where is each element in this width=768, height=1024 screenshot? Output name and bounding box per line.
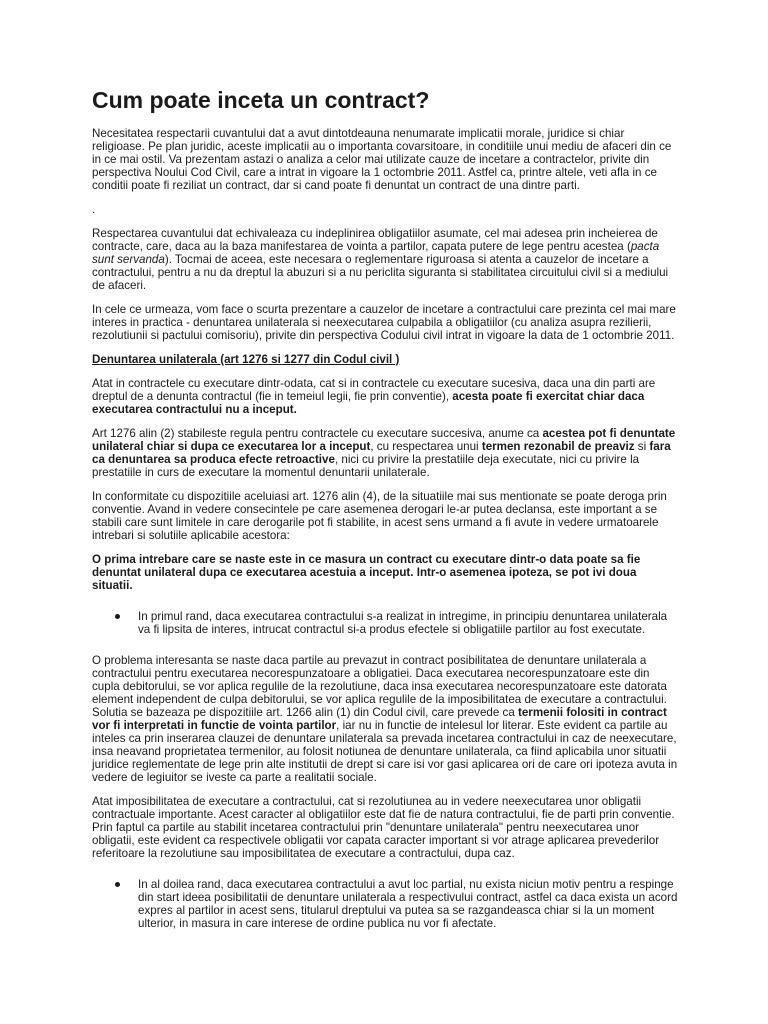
intro-paragraph: Necesitatea respectarii cuvantului dat a avut dintotdeauna nenumarate implicatii morale, juridice si chiar religioase. Pe plan juridic, aceste implicatii au o importanta covarsitoare, in conditiile unui mediu de afaceri din ce in ce mai ostil. Va prezentam astazi o analiza a celor mai utilizate cauze de incetare a contractelor, privite din perspectiva Noului Cod Civil, care a intrat in vigoare la 1 octombrie 2011. Astfel ca, printre altele, veti afla in ce conditii poate fi reziliat un contract, dar si cand poate fi denuntat un contract de una dintre parti. [92,127,672,192]
bullet-icon [115,882,120,887]
paragraph-derogare: In conformitate cu dispozitiile aceluiasi art. 1276 alin (4), de la situatiile mai sus mentionate se poate deroga prin conventie. Avand in vedere consecintele pe care asemenea derogari le-ar putea declansa, este important a se stabili care sunt limitele in care derogarile pot fi stabilite, in acest sens urmand a fi avute in vedere urmatoarele intrebari si solutiile aplicabile acestora: [92,490,667,542]
paragraph-text: Atat in contractele cu executare dintr-odata, cat si in contractele cu executare sucesiva, daca una din parti are dreptul de a denunta contractul (fie in temeiul legii, fie prin conventie), [92,377,656,403]
bold-text: termenii folositi in contract vor fi interpretati in functie de vointa partilor [92,706,667,732]
paragraph-text: , iar nu in functie de intelesul lor literar. Este evident ca partile au inteles ca prin inserarea clauzei de denuntare unilaterala sa prevada incetarea contractului in caz de neexecutare, insa neavand proprietatea termenilor, au folosit notiunea de denuntare unilaterala, ca fiind aplicabila unor situatii juridice reglementate de lege prin alte institutii de drept si care isi vor gasi aplicarea ori de care ori ipoteza avuta in vedere de legiuitor se iveste ca parte a realitatii sociale. [92,719,678,784]
paragraph-art-1276 [92,427,678,479]
document-page [92,86,678,948]
document-title: Cum poate inceta un contract? [92,87,430,113]
bullet-list [92,610,678,636]
section-heading: Denuntarea unilaterala (art 1276 si 1277 din Codul civil ) [92,353,400,366]
bold-text: fara ca denuntarea sa produca efecte retroactive [92,440,671,466]
paragraph-text: Art 1276 alin (2) stabileste regula pentru contractele cu executare succesiva, anume ca [92,427,543,440]
paragraph-text: O problema interesanta se naste daca partile au prevazut in contract posibilitatea de denuntare unilaterala a contractului pentru executarea necorespunzatoare a obligatiei. Daca executarea necorespunzatoare este din cupla debitorului, se vor aplica regulile de la rezolutiune, daca insa executarea necorespunzatoare este datorata element independent de culpa debitorului, se vor aplica regulile de la imposibilitatea de executare a contractului. Solutia se bazeaza pe dispozitiile art. 1266 alin (1) din Codul civil, care prevede ca [92,654,667,719]
paragraph-imposibilitate: Atat imposibilitatea de executare a contractului, cat si rezolutiunea au in vedere neexecutarea unor obligatii contractuale importante. Acest caracter al obligatiilor este dat fie de natura contractului, fie de parti prin conventie. Prin faptul ca partile au stabilit incetarea contractului prin "denuntare unilaterala" pentru neexecutarea unor obligatii, este evident ca respectivele obligatii vor capata caracter important si vor atrage aplicarea prevederilor referitoare la rezolutiune sau imposibilitatea de executare a contractului, dupa caz. [92,795,675,860]
bold-text: termen rezonabil de preaviz [481,440,635,453]
bold-text: acesta poate fi exercitat chiar daca executarea contractului nu a inceput. [92,390,645,416]
bullet-icon [115,614,120,619]
separator-dot: . [92,203,96,216]
paragraph-text: si [634,440,650,453]
list-item-text: In al doilea rand, daca executarea contractului a avut loc partial, nu exista niciun motiv pentru a respinge din start ideea posibilitatii de denuntare unilaterala a respectivului contract, astfel ca daca exista un acord expres al partilor in acest sens, titularul dreptului va putea sa se razgandeasca chiar si la un moment ulterior, in masura in care interese de ordine publica nu vor fi afectate. [138,878,678,930]
paragraph-text: , nici cu privire la prestatiile deja executate, nici cu privire la prestatiile in curs de executare la momentul denuntarii unilaterale. [92,453,640,479]
paragraph-text: Respectarea cuvantului dat echivaleaza cu indeplinirea obligatiilor asumate, cel mai adesea prin incheierea de contracte, care, daca au la baza manifestarea de vointa a partilor, capata putere de lege pentru acestea ( [92,227,658,253]
paragraph-text: , cu respectarea unui [370,440,482,453]
bullet-list [92,878,678,930]
bold-text: acestea pot fi denuntate unilateral chiar si dupa ce executarea lor a inceput [92,427,676,453]
paragraph-text: ). Tocmai de aceea, este necesara o reglementare riguroasa si atenta a cauzelor de incetare a contractului, pentru a nu da dreptul la abuzuri si a nu periclita siguranta si stabilitatea circuitului civil si a mediului de afaceri. [92,253,669,292]
paragraph-overview: In cele ce urmeaza, vom face o scurta prezentare a cauzelor de incetare a contractului care prezinta cel mai mare interes in practica - denuntarea unilaterala si neexecutarea culpabila a obligatiilor (cu analiza asupra rezilierii, rezolutiunii si pactului comisoriu), privite din perspectiva Codului civil intrat in vigoare la data de 1 octombrie 2011. [92,303,676,342]
list-item [92,610,678,636]
paragraph-pacta-sunt-servanda [92,227,678,292]
italic-text: pacta sunt servanda [92,240,660,266]
paragraph-first-question: O prima intrebare care se naste este in ce masura un contract cu executare dintr-o data poate sa fie denuntat unilateral dupa ce executarea acestuia a inceput. Intr-o asemenea ipoteza, se pot ivi doua situatii. [92,553,641,592]
paragraph-problema [92,654,678,784]
list-item-text: In primul rand, daca executarea contractului s-a realizat in intregime, in principiu denuntarea unilaterala va fi lipsita de interes, intrucat contractul si-a produs efectele si obligatiile partilor au fost executate. [138,610,668,636]
list-item [92,878,678,930]
paragraph-denuntare [92,377,678,416]
